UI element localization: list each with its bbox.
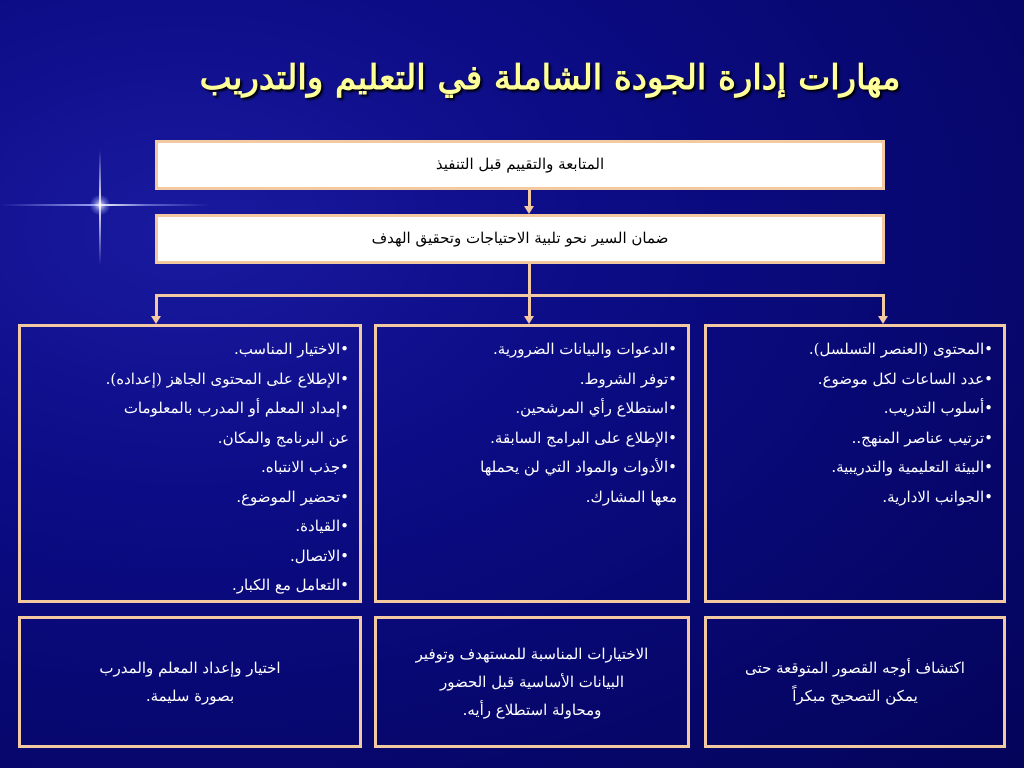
list-item: •أسلوب التدريب. [883,399,993,417]
connector-right-drop [882,294,885,316]
arrow-down-icon [524,316,534,324]
arrow-down-icon [878,316,888,324]
list-item: •عدد الساعات لكل موضوع. [817,369,993,388]
detail-box-left [18,324,362,603]
list-item: •المحتوى (العنصر التسلسل). [808,340,993,358]
list-item: •جذب الانتباه. [260,458,349,476]
summary-text-left: اختيار وإعداد المعلم والمدرب بصورة سليمة. [99,659,281,705]
detail-list-middle [377,327,687,512]
arrow-down-icon [151,316,161,324]
detail-box-right [704,324,1006,603]
summary-box-middle [374,616,690,748]
list-item: •الاتصال. [289,546,349,565]
sparkle-star-icon [90,195,110,215]
arrow-down-icon [524,206,534,214]
box-monitoring-before-execution [155,140,885,190]
detail-box-middle [374,324,690,603]
list-item: •القيادة. [295,517,349,535]
detail-list-right [707,327,1003,512]
list-item: •البيئة التعليمية والتدريبية. [831,458,993,476]
summary-box-right [704,616,1006,748]
box-ensure-goal [155,214,885,264]
box-ensure-goal-label: ضمان السير نحو تلبية الاحتياجات وتحقيق الهدف [371,229,669,247]
list-item: •ترتيب عناصر المنهج.. [851,428,993,447]
summary-box-left [18,616,362,748]
list-item: •الإطلاع على البرامج السابقة. [490,428,677,447]
summary-text-middle: الاختيارات المناسبة للمستهدف وتوفير البيانات الأساسية قبل الحضور ومحاولة استطلاع رأيه. [415,645,649,719]
list-item: •الجوانب الادارية. [882,487,993,506]
detail-list-left [21,327,359,601]
summary-text-right: اكتشاف أوجه القصور المتوقعة حتى يمكن التصحيح مبكراًَ [745,659,965,705]
connector-middle-drop [528,294,531,316]
list-item: •إمداد المعلم أو المدرب بالمعلومات [123,399,349,417]
box-monitoring-label: المتابعة والتقييم قبل التنفيذ [435,155,605,173]
list-item: •الاختيار المناسب. [233,340,349,358]
list-item-continuation: معها المشارك. [585,487,677,506]
slide-title: مهارات إدارة الجودة الشاملة في التعليم والتدريب [199,58,901,98]
connector-second-down [528,264,531,294]
list-item: •الدعوات والبيانات الضرورية. [493,340,677,358]
connector-top-to-second [528,190,531,206]
list-item: •الأدوات والمواد التي لن يحملها [480,458,677,476]
list-item: •استطلاع رأي المرشحين. [515,399,677,417]
connector-left-drop [155,294,158,316]
list-item-continuation: عن البرنامج والمكان. [217,428,349,447]
list-item: •التعامل مع الكبار. [231,576,349,594]
connector-horizontal-bar [155,294,885,297]
list-item: •الإطلاع على المحتوى الجاهز (إعداده). [105,369,349,388]
list-item: •توفر الشروط. [579,369,677,388]
list-item: •تحضير الموضوع. [236,487,349,506]
